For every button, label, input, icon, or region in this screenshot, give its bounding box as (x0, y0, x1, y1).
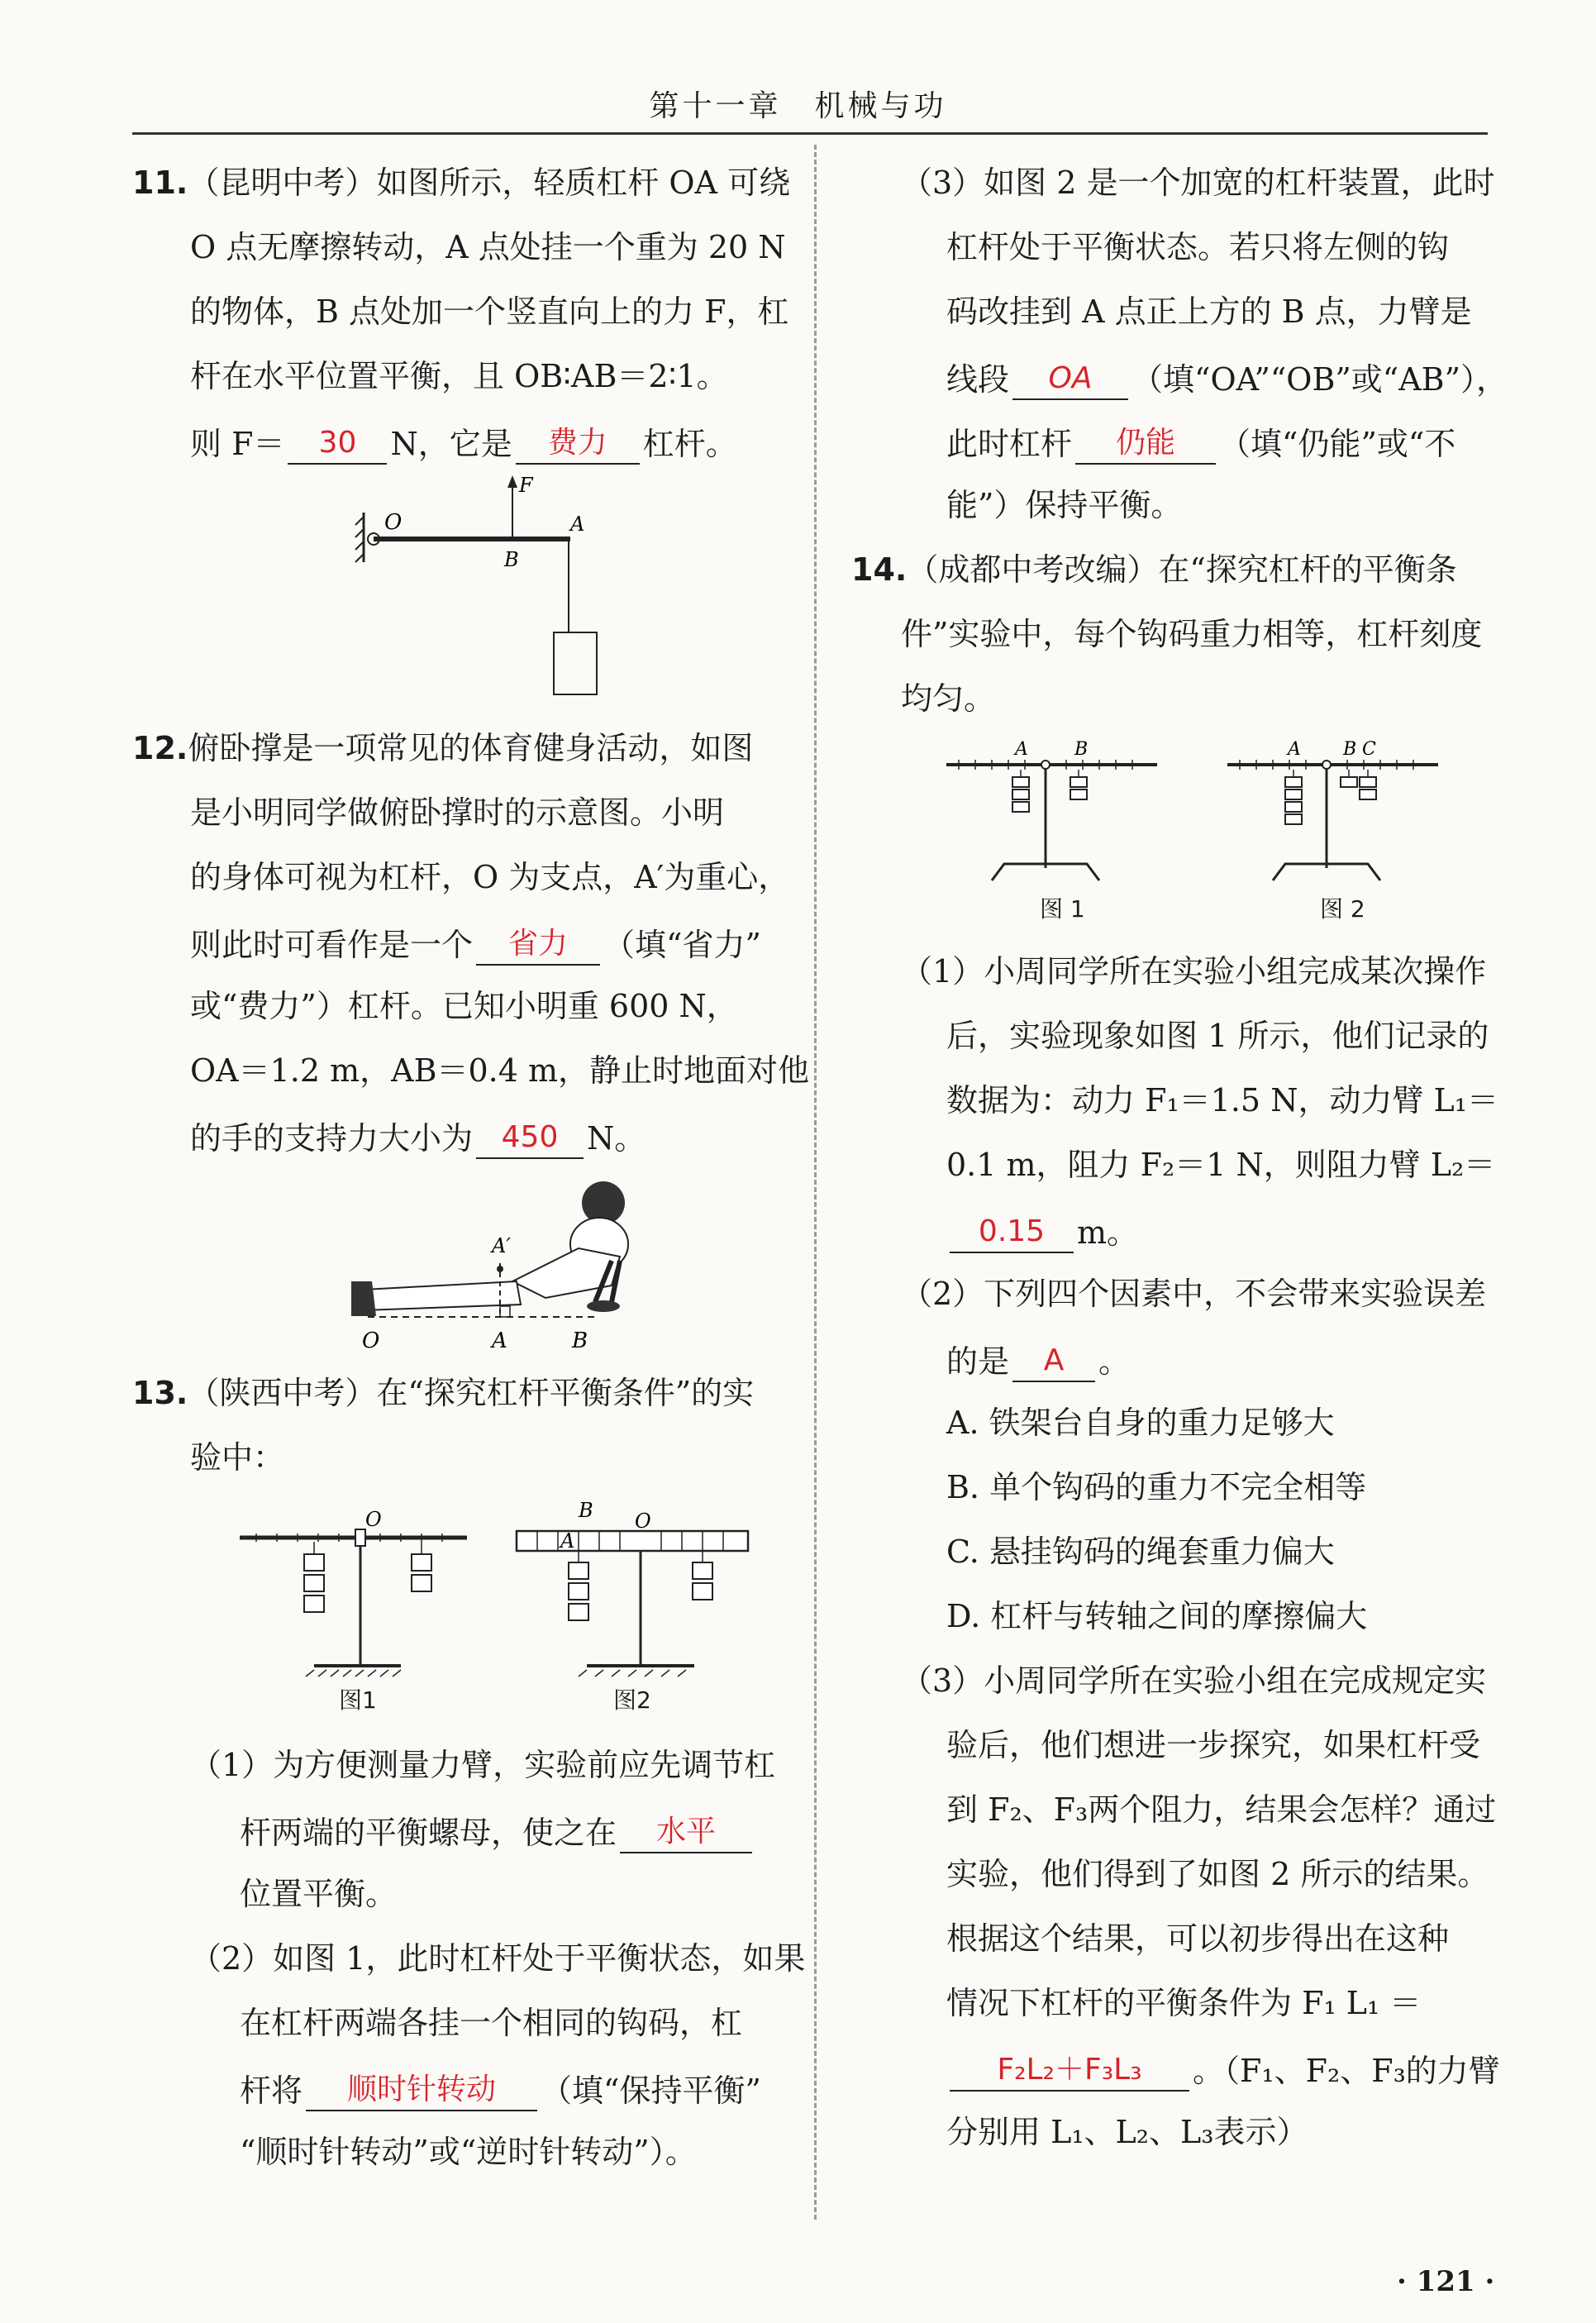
q13-p3-prefix-1: 线段 (946, 361, 1010, 398)
q13-text-1: （陕西中考）在“探究杠杆平衡条件”的实 (188, 1375, 755, 1411)
q13-p3-blank-1[interactable] (1012, 355, 1128, 400)
q14-figure-1 (942, 740, 1165, 889)
q13-p2-prefix: 杆将 (240, 2073, 303, 2109)
q14-fig1-caption: 图 1 (1040, 895, 1085, 923)
q13-p3-line-5 (946, 420, 1455, 465)
q14-p1-blank[interactable] (950, 1209, 1074, 1253)
q14-p1-line-4: 0.1 m，阻力 F₂＝1 N，则阻力臂 L₂＝ (946, 1147, 1496, 1183)
q14-fig2-label-b: B (1343, 739, 1357, 760)
q13-p1-answer: 水平 (656, 1815, 717, 1848)
q14-fig2-label-c: C (1362, 739, 1376, 760)
q14-option-a: A. 铁架台自身的重力足够大 (946, 1405, 1335, 1441)
q11-line-1 (132, 162, 790, 203)
q14-p3-line-4: 实验，他们得到了如图 2 所示的结果。 (946, 1856, 1489, 1892)
q14-option-c: C. 悬挂钩码的绳套重力偏大 (946, 1534, 1335, 1570)
q13-p2-blank[interactable] (306, 2067, 537, 2111)
q11-line-4: 杆在水平位置平衡，且 OB∶AB＝2∶1。 (190, 358, 728, 394)
q13-fig2-label-b: B (579, 1499, 593, 1522)
q13-p2-line-4: “顺时针转动”或“逆时针转动”）。 (240, 2134, 697, 2170)
q13-p3-line-2: 杠杆处于平衡状态。若只将左侧的钩 (946, 229, 1450, 265)
q14-p1-answer: 0.15 (978, 1214, 1046, 1248)
q13-p3-line-3: 码改挂到 A 点正上方的 B 点，力臂是 (946, 293, 1472, 330)
q14-line-2: 件”实验中，每个钩码重力相等，杠杆刻度 (901, 616, 1483, 652)
q14-fig1-label-a: A (1015, 739, 1028, 760)
q14-option-b: B. 单个钩码的重力不完全相等 (946, 1469, 1367, 1505)
q13-p2-line-2: 在杠杆两端各挂一个相同的钩码，杠 (240, 2005, 743, 2041)
column-divider (814, 145, 817, 2220)
q14-p1-unit: m。 (1077, 1214, 1139, 1251)
q13-p3-prefix-2: 此时杠杆 (946, 426, 1073, 462)
q13-p3-suffix-2: （填“仍能”或“不 (1219, 426, 1456, 462)
q13-p3-line-4 (946, 355, 1508, 400)
q14-p3-blank[interactable] (950, 2047, 1189, 2092)
q12-label-b: B (572, 1328, 588, 1353)
header-rule (132, 132, 1488, 135)
q11-number: 11. (132, 165, 188, 201)
q11-line-5 (190, 420, 737, 465)
q11-suffix: 杠杆。 (642, 426, 737, 462)
q11-label-a: A (570, 513, 585, 536)
q11-label-f: F (519, 474, 533, 497)
q11-blank-2[interactable] (516, 420, 640, 465)
q13-line-1 (132, 1372, 754, 1414)
q11-answer-2: 费力 (547, 426, 607, 460)
q12-line-6: OA＝1.2 m，AB＝0.4 m，静止时地面对他 (190, 1052, 810, 1089)
q13-p1-prefix: 杆两端的平衡螺母，使之在 (240, 1815, 617, 1851)
q12-line-2: 是小明同学做俯卧撑时的示意图。小明 (190, 794, 725, 831)
q14-line-3: 均匀。 (901, 680, 996, 717)
q12-line-1 (132, 727, 753, 769)
q12-suffix-1: （填“省力” (603, 927, 761, 963)
q12-label-o: O (362, 1328, 380, 1353)
q11-mid: N，它是 (390, 426, 512, 462)
q12-answer-1: 省力 (508, 927, 569, 961)
q11-label-b: B (504, 548, 519, 571)
q12-answer-2: 450 (501, 1120, 559, 1154)
q14-p1-line-2: 后，实验现象如图 1 所示，他们记录的 (946, 1018, 1489, 1054)
q13-line-2: 验中： (190, 1439, 285, 1476)
q14-p2-prefix: 的是 (946, 1343, 1010, 1380)
q13-p3-answer-2: 仍能 (1116, 426, 1176, 460)
q14-p1-line-1: （1）小周同学所在实验小组完成某次操作 (901, 953, 1487, 990)
q13-p2-answer: 顺时针转动 (347, 2073, 497, 2106)
q12-blank-1[interactable] (476, 921, 600, 966)
q13-figure-1 (223, 1508, 479, 1695)
q13-p2-line-3 (240, 2067, 761, 2111)
q14-fig2-label-a: A (1288, 739, 1301, 760)
q14-fig2-caption: 图 2 (1320, 895, 1365, 923)
q13-p3-line-6: 能”）保持平衡。 (946, 487, 1183, 523)
q11-text-1: （昆明中考）如图所示，轻质杠杆 OA 可绕 (188, 165, 791, 201)
q12-number: 12. (132, 730, 188, 766)
q14-p3-line-8: 分别用 L₁、L₂、L₃表示） (946, 2114, 1308, 2150)
q14-p2-line-2 (946, 1338, 1130, 1382)
q13-p2-line-1: （2）如图 1，此时杠杆处于平衡状态，如果 (190, 1940, 806, 1977)
q14-p2-suffix: 。 (1098, 1343, 1131, 1380)
q11-line-3: 的物体，B 点处加一个竖直向上的力 F，杠 (190, 293, 789, 330)
q12-label-aprime: A′ (492, 1234, 511, 1257)
q14-p1-line-5 (946, 1209, 1138, 1253)
q14-p3-line-6: 情况下杠杆的平衡条件为 F₁ L₁ ＝ (946, 1985, 1422, 2021)
q12-line-4 (190, 921, 761, 966)
q13-number: 13. (132, 1375, 188, 1411)
q13-fig2-label-a: A (560, 1529, 575, 1553)
q14-p3-line-1: （3）小周同学所在实验小组在完成规定实 (901, 1662, 1487, 1699)
q12-line-5: 或“费力”）杠杆。已知小明重 600 N， (190, 988, 738, 1024)
q13-p3-suffix-1: （填“OA”“OB”或“AB”）， (1131, 361, 1508, 398)
q13-p1-line-1: （1）为方便测量力臂，实验前应先调节杠 (190, 1747, 776, 1783)
q14-p2-answer: A (1043, 1343, 1065, 1377)
q11-label-o: O (384, 510, 403, 535)
q14-p2-line-1: （2）下列四个因素中，不会带来实验误差 (901, 1276, 1487, 1312)
q12-pushup-diagram (331, 1166, 645, 1356)
q12-label-a: A (492, 1328, 507, 1353)
q12-line-7 (190, 1114, 646, 1159)
q12-prefix-2: 的手的支持力大小为 (190, 1120, 474, 1157)
q13-p1-blank[interactable] (620, 1809, 752, 1853)
q13-p3-answer-1: OA (1048, 361, 1093, 395)
q11-blank-1[interactable] (288, 420, 387, 465)
q13-fig1-label-o: O (365, 1508, 382, 1531)
q14-p3-suffix: 。（F₁、F₂、F₃的力臂 (1193, 2053, 1500, 2089)
q14-p2-blank[interactable] (1012, 1338, 1095, 1382)
q12-blank-2[interactable] (476, 1114, 584, 1159)
q14-number: 14. (851, 551, 908, 588)
q13-p1-line-2 (240, 1809, 755, 1853)
q14-p3-line-5: 根据这个结果，可以初步得出在这种 (946, 1920, 1450, 1957)
q14-figure-2 (1223, 740, 1446, 889)
q14-p3-answer: F₂L₂＋F₃L₃ (997, 2053, 1142, 2087)
q11-prefix: 则 F＝ (190, 426, 285, 462)
q14-p1-line-3: 数据为：动力 F₁＝1.5 N，动力臂 L₁＝ (946, 1082, 1498, 1119)
q14-fig1-label-b: B (1074, 739, 1089, 760)
q14-p3-line-2: 验后，他们想进一步探究，如果杠杆受 (946, 1727, 1481, 1763)
q12-prefix-1: 则此时可看作是一个 (190, 927, 474, 963)
q12-text-1: 俯卧撑是一项常见的体育健身活动，如图 (188, 730, 754, 766)
q11-line-2: O 点无摩擦转动，A 点处挂一个重为 20 N (190, 229, 786, 265)
q13-p3-line-1: （3）如图 2 是一个加宽的杠杆装置，此时 (901, 165, 1495, 201)
page-number: · 121 · (1397, 2265, 1495, 2298)
q12-line-3: 的身体可视为杠杆，O 为支点，A′为重心， (190, 859, 790, 895)
q13-fig2-label-o: O (635, 1510, 651, 1533)
q13-fig2-caption: 图2 (613, 1686, 651, 1714)
q11-answer-1: 30 (318, 426, 357, 460)
q13-figure-2 (504, 1496, 760, 1695)
q13-fig1-caption: 图1 (339, 1686, 377, 1714)
q14-p3-line-7 (946, 2047, 1500, 2092)
q14-option-d: D. 杠杆与转轴之间的摩擦偏大 (946, 1598, 1368, 1634)
q13-p3-blank-2[interactable] (1075, 420, 1216, 465)
q13-p2-suffix: （填“保持平衡” (541, 2073, 761, 2109)
q14-p3-line-3: 到 F₂、F₃两个阻力，结果会怎样？通过 (946, 1791, 1497, 1828)
chapter-header: 第十一章 机械与功 (649, 89, 947, 123)
q14-line-1 (851, 549, 1457, 590)
q11-lever-diagram (355, 471, 620, 719)
q14-text-1: （成都中考改编）在“探究杠杆的平衡条 (907, 551, 1457, 588)
q13-p1-line-3: 位置平衡。 (240, 1876, 398, 1912)
q12-suffix-2: N。 (587, 1120, 646, 1157)
